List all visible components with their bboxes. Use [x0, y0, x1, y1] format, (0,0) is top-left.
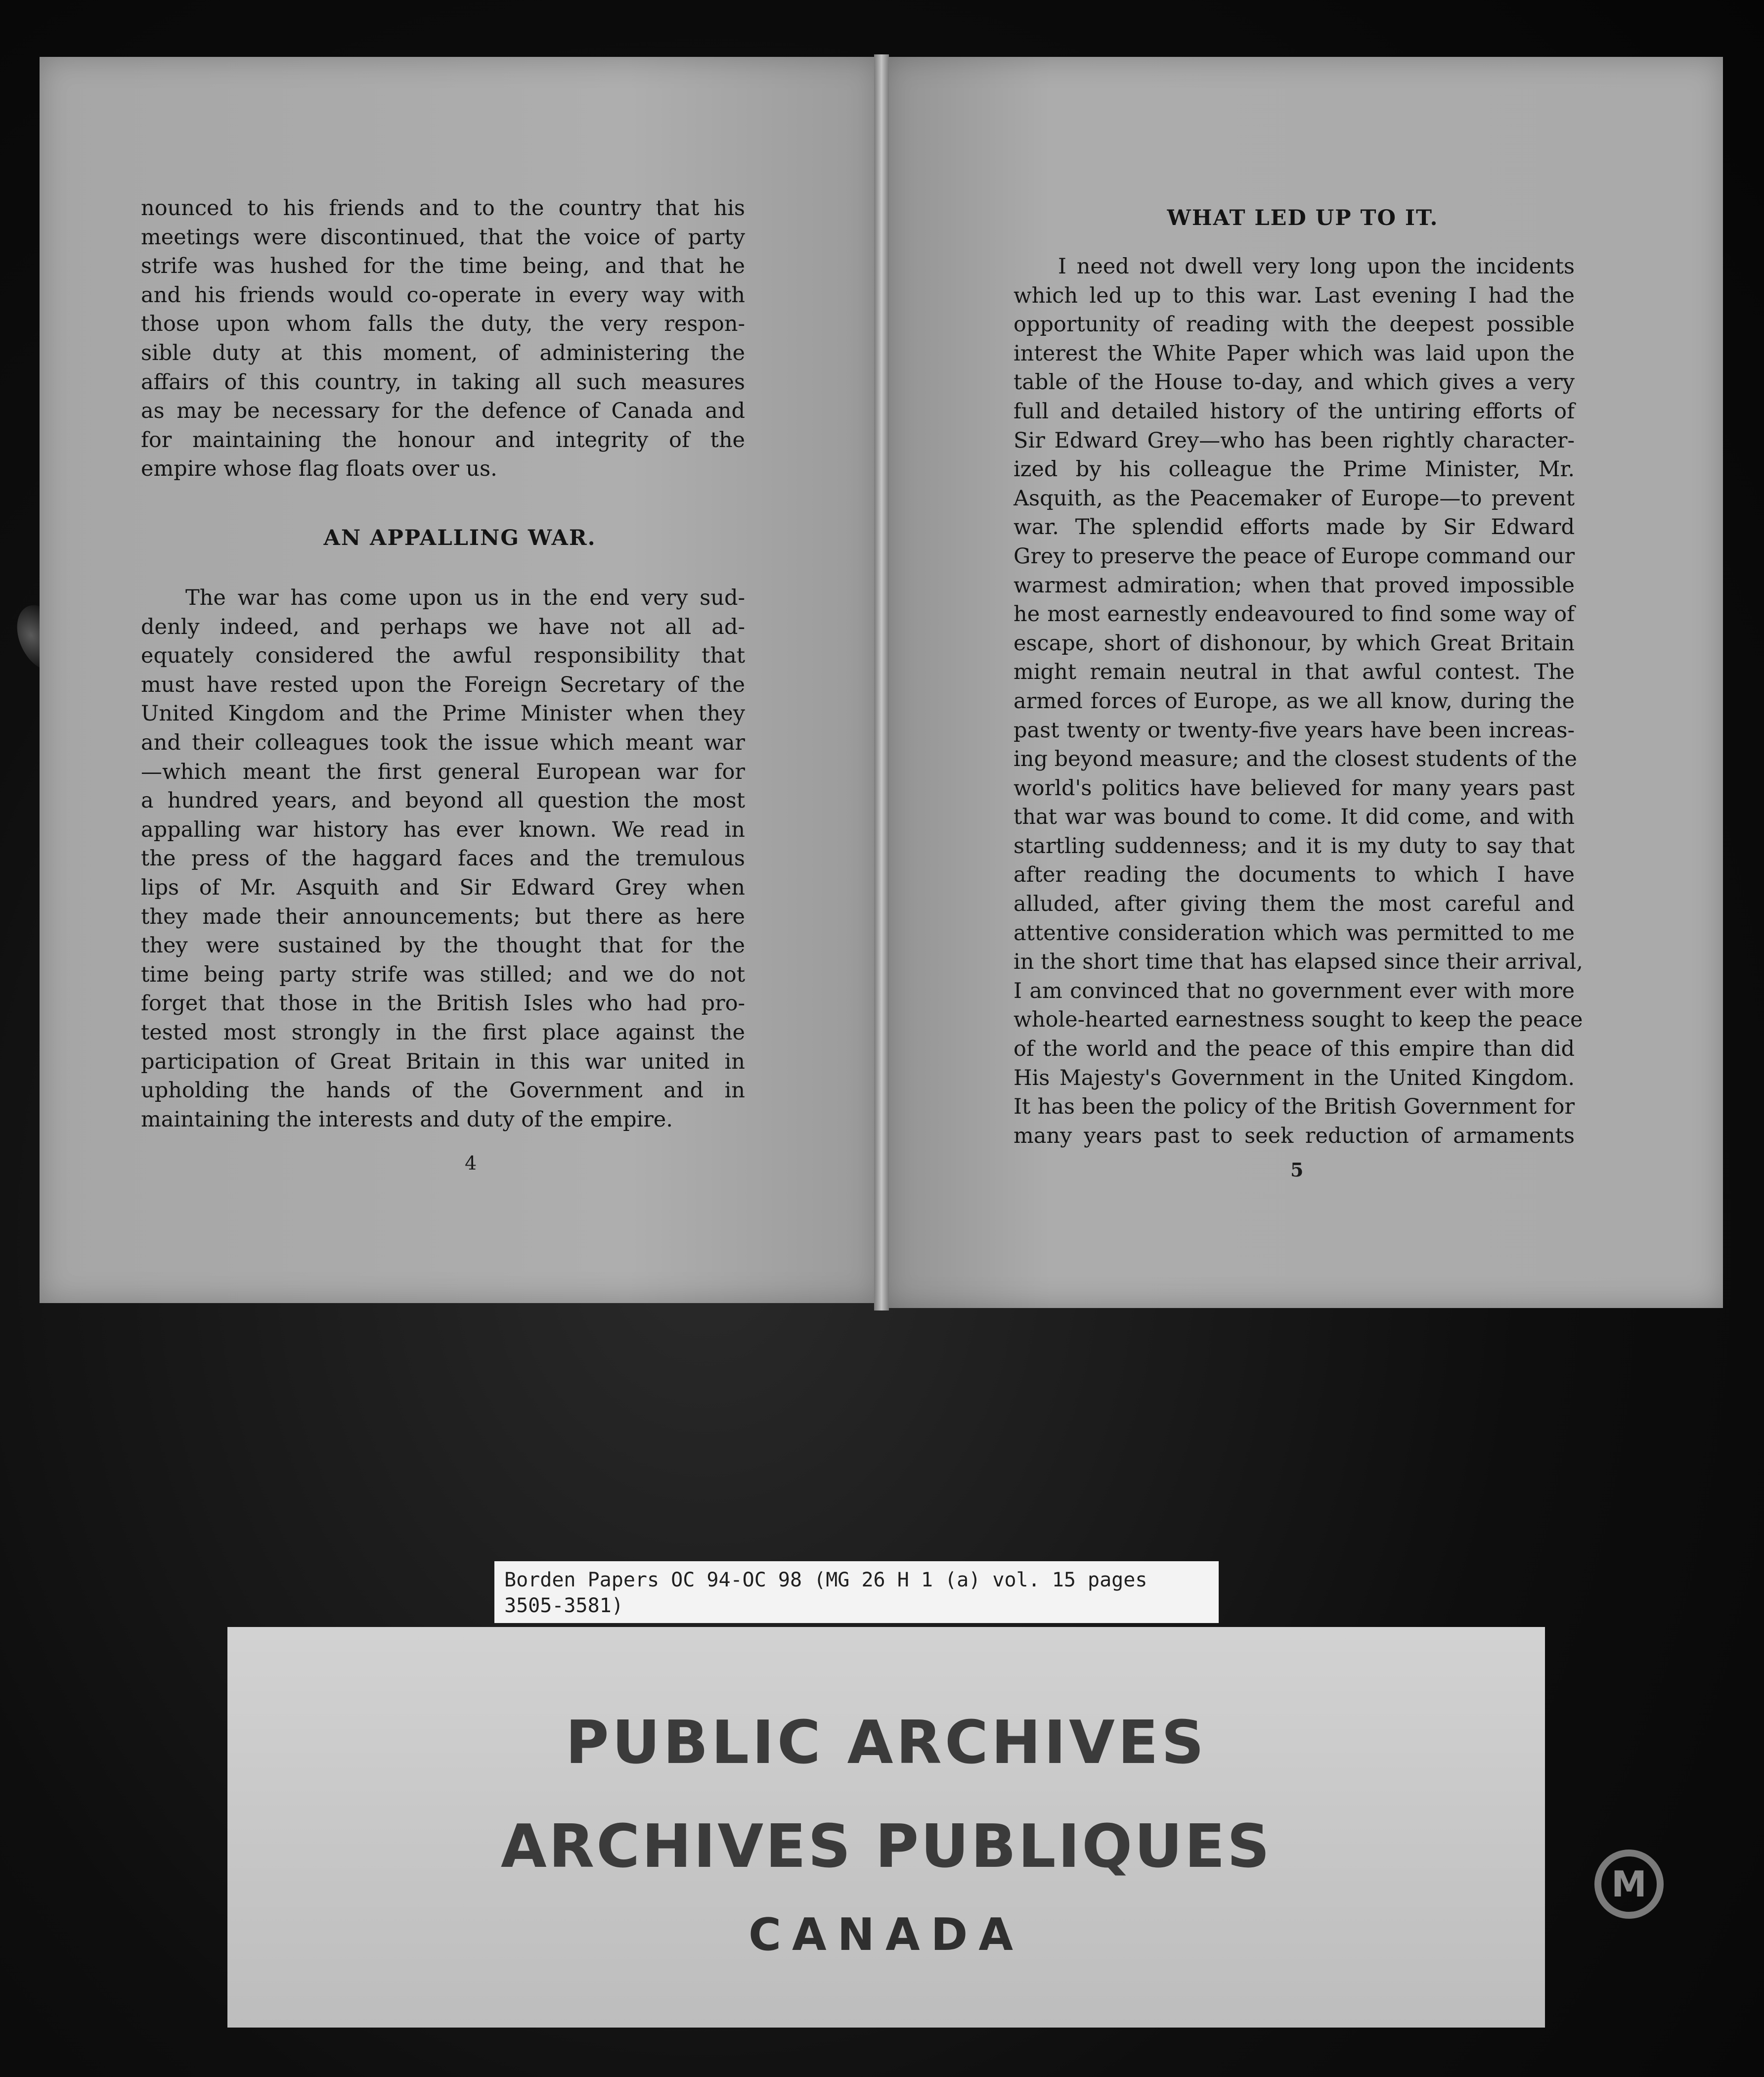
text-line: many years past to seek reduction of armaments [1014, 1123, 1575, 1148]
reference-label-line-2: 3505-3581) [504, 1594, 623, 1617]
text-line: after reading the documents to which I have [1014, 862, 1575, 888]
text-line: alluded, after giving them the most careful and [1014, 892, 1575, 917]
text-line: warmest admiration; when that proved impossible [1014, 573, 1575, 598]
text-line: which led up to this war. Last evening I had the [1014, 283, 1575, 308]
text-line: whole-hearted earnestness sought to keep the peace [1014, 1007, 1583, 1033]
text-line: full and detailed history of the untiring efforts of [1014, 399, 1575, 424]
text-line: escape, short of dishonour, by which Great Britain [1014, 631, 1575, 656]
reference-label [494, 1561, 1219, 1623]
text-line: armed forces of Europe, as we all know, during the [1014, 688, 1575, 714]
left-paragraph-1 [141, 194, 745, 484]
text-line: United Kingdom and the Prime Minister when they [141, 701, 745, 726]
text-line: meetings were discontinued, that the voice of party [141, 225, 745, 250]
text-line: ized by his colleague the Prime Minister, Mr. [1014, 457, 1575, 482]
archive-card-country: CANADA [748, 1909, 1024, 1961]
archive-card-title-fr: ARCHIVES PUBLIQUES [500, 1812, 1272, 1881]
text-line: upholding the hands of the Government and in [141, 1078, 745, 1103]
text-line: past twenty or twenty-five years have been increas- [1014, 718, 1575, 743]
text-line: interest the White Paper which was laid upon the [1014, 341, 1575, 366]
archive-card [227, 1627, 1545, 2028]
reference-label-line-1: Borden Papers OC 94-OC 98 (MG 26 H 1 (a) vol. 15 pages [504, 1569, 1147, 1591]
text-line: war. The splendid efforts made by Sir Edward [1014, 515, 1575, 540]
text-line: tested most strongly in the first place against the [141, 1020, 745, 1045]
archives-logo-icon: M [1594, 1850, 1664, 1919]
text-line: of the world and the peace of this empire than did [1014, 1037, 1575, 1062]
text-line: time being party strife was stilled; and we do not [141, 962, 745, 987]
text-line: he most earnestly endeavoured to find some way of [1014, 602, 1575, 627]
text-line: It has been the policy of the British Government for [1014, 1094, 1575, 1120]
text-line: table of the House to-day, and which gives a very [1014, 370, 1575, 395]
text-line: maintaining the interests and duty of the empire. [141, 1107, 673, 1132]
text-line: —which meant the first general European war for [141, 759, 745, 784]
section-heading-appalling-war: AN APPALLING WAR. [323, 526, 596, 550]
text-line: affairs of this country, in taking all such measures [141, 369, 745, 395]
text-line: ing beyond measure; and the closest students of the [1014, 747, 1577, 772]
left-paragraph-2 [141, 584, 745, 1134]
text-line: the press of the haggard faces and the tremulous [141, 846, 745, 871]
text-line: empire whose flag floats over us. [141, 456, 497, 482]
text-line: and his friends would co-operate in every way with [141, 282, 745, 308]
text-line: Sir Edward Grey—who has been rightly character- [1014, 428, 1575, 453]
text-line: The war has come upon us in the end very sud- [185, 586, 745, 610]
text-line: equately considered the awful responsibility that [141, 643, 745, 669]
page-number-right: 5 [1290, 1159, 1304, 1181]
text-line: startling suddenness; and it is my duty to say that [1014, 833, 1575, 858]
text-line: that war was bound to come. It did come, and with [1014, 805, 1575, 830]
section-heading-what-led-up: WHAT LED UP TO IT. [1167, 206, 1439, 230]
right-paragraph [1014, 252, 1583, 1150]
text-line: attentive consideration which was permitted to me [1014, 920, 1575, 946]
page-number-left: 4 [465, 1152, 477, 1174]
text-line: world's politics have believed for many years past [1014, 775, 1575, 801]
text-line: sible duty at this moment, of administering the [141, 340, 745, 365]
archive-card-title-en: PUBLIC ARCHIVES [565, 1709, 1207, 1777]
text-line: for maintaining the honour and integrity of the [141, 427, 745, 452]
text-line: denly indeed, and perhaps we have not all ad- [141, 614, 745, 639]
text-line: lips of Mr. Asquith and Sir Edward Grey when [141, 875, 745, 900]
text-line: Grey to preserve the peace of Europe command our [1014, 543, 1575, 569]
text-line: I need not dwell very long upon the incidents [1058, 254, 1575, 279]
text-line: as may be necessary for the defence of Canada and [141, 399, 745, 424]
text-line: and their colleagues took the issue which meant war [141, 730, 745, 755]
text-line: appalling war history has ever known. We read in [141, 817, 745, 842]
text-line: they were sustained by the thought that for the [141, 933, 745, 958]
text-line: I am convinced that no government ever with more [1014, 978, 1575, 1003]
text-line: a hundred years, and beyond all question the most [141, 788, 745, 813]
book-spine [874, 54, 889, 1310]
text-line: must have rested upon the Foreign Secretary of the [141, 672, 745, 697]
text-line: strife was hushed for the time being, and that he [141, 254, 745, 279]
text-line: they made their announcements; but there as here [141, 904, 745, 929]
text-line: opportunity of reading with the deepest possible [1014, 312, 1575, 337]
text-line: participation of Great Britain in this war united in [141, 1049, 745, 1074]
text-line: His Majesty's Government in the United Kingdom. [1014, 1065, 1575, 1090]
text-line: Asquith, as the Peacemaker of Europe—to prevent [1014, 486, 1575, 511]
text-line: nounced to his friends and to the country that his [141, 196, 745, 221]
text-line: might remain neutral in that awful contest. The [1014, 660, 1575, 685]
text-line: those upon whom falls the duty, the very respon- [141, 312, 745, 337]
text-line: in the short time that has elapsed since their arrival, [1014, 949, 1583, 975]
text-line: forget that those in the British Isles who had pro- [141, 991, 745, 1016]
